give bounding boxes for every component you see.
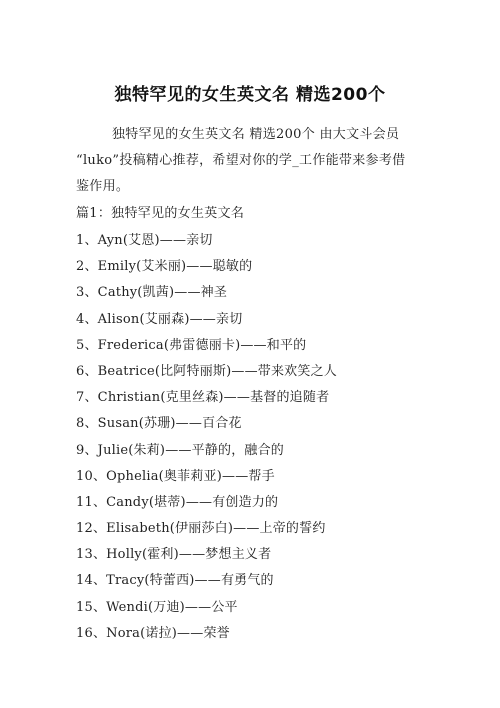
list-item: 1、Ayn(艾恩)——亲切	[76, 233, 213, 248]
name-list	[76, 228, 337, 647]
list-item: 10、Ophelia(奥菲莉亚)——帮手	[76, 468, 275, 484]
list-item: 9、Julie(朱莉)——平静的，融合的	[76, 442, 285, 458]
list-item: 6、Beatrice(比阿特丽斯)——带来欢笑之人	[76, 363, 337, 379]
list-item: 7、Christian(克里丝森)——基督的追随者	[76, 390, 330, 406]
section-heading: 篇1：独特罕见的女生英文名	[76, 206, 245, 221]
intro-line: “luko”投稿精心推荐，希望对你的学_工作能带来参考借	[76, 153, 406, 168]
page-title: 独特罕见的女生英文名 精选200个	[114, 85, 386, 105]
list-item: 12、Elisabeth(伊丽莎白)——上帝的誓约	[76, 521, 326, 537]
list-item: 3、Cathy(凯茜)——神圣	[76, 285, 228, 301]
intro-line: 独特罕见的女生英文名 精选200个 由大文斗会员	[112, 127, 400, 142]
intro-paragraph	[76, 122, 436, 200]
list-item: 5、Frederica(弗雷德丽卡)——和平的	[76, 337, 307, 353]
list-item: 4、Alison(艾丽森)——亲切	[76, 311, 243, 327]
list-item: 14、Tracy(特蕾西)——有勇气的	[76, 573, 274, 589]
list-item: 16、Nora(诺拉)——荣誉	[76, 625, 230, 641]
list-item: 13、Holly(霍利)——梦想主义者	[76, 547, 272, 563]
list-item: 2、Emily(艾米丽)——聪敏的	[76, 259, 253, 275]
intro-line: 鉴作用。	[76, 179, 130, 194]
list-item: 8、Susan(苏珊)——百合花	[76, 416, 242, 432]
list-item: 11、Candy(堪蒂)——有创造力的	[76, 494, 279, 510]
list-item: 15、Wendi(万迪)——公平	[76, 599, 238, 615]
